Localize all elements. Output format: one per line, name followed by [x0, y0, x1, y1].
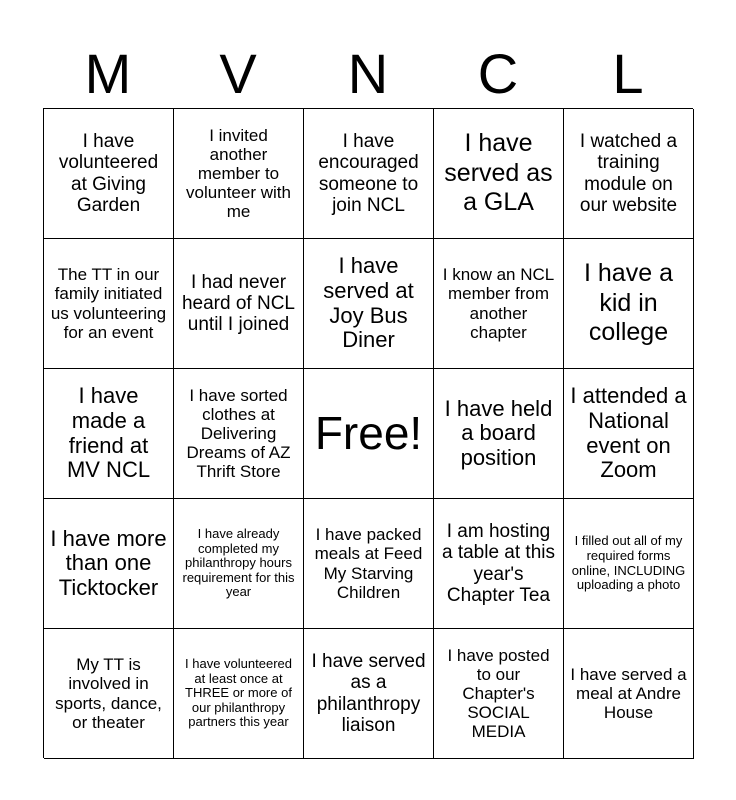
- cell-text: The TT in our family initiated us volunteering for an event: [50, 265, 167, 342]
- bingo-cell: [564, 109, 694, 239]
- cell-text: I attended a National event on Zoom: [570, 383, 687, 483]
- bingo-cell: [174, 499, 304, 629]
- bingo-cell: [44, 629, 174, 759]
- bingo-cell: [44, 239, 174, 369]
- cell-text: I have a kid in college: [584, 259, 673, 347]
- cell-text: I had never heard of NCL until I joined: [181, 271, 295, 336]
- cell-text: I invited another member to volunteer with me: [186, 125, 291, 222]
- cell-text: I have packed meals at Feed My Starving Children: [314, 525, 423, 602]
- cell-text: I know an NCL member from another chapter: [442, 265, 555, 342]
- bingo-cell: [564, 499, 694, 629]
- header-letter-m: M: [84, 42, 132, 105]
- header-letter-c: C: [477, 42, 519, 105]
- cell-text: I have served as a GLA: [444, 129, 553, 217]
- cell-text: I have already completed my philanthropy hours requirement for this year: [182, 526, 295, 600]
- bingo-cell: [44, 499, 174, 629]
- header-letter-l: L: [612, 42, 644, 105]
- bingo-cell: [434, 499, 564, 629]
- cell-text: I have more than one Ticktocker: [50, 525, 167, 600]
- bingo-cell: [304, 499, 434, 629]
- bingo-cell: [434, 369, 564, 499]
- cell-text: I have served at Joy Bus Diner: [323, 253, 414, 353]
- cell-text: I have volunteered at Giving Garden: [58, 130, 159, 216]
- cell-text: I have volunteered at least once at THREE or more of our philanthropy partners this year: [185, 656, 292, 730]
- bingo-cell: [44, 369, 174, 499]
- bingo-cell: [434, 109, 564, 239]
- bingo-cell: [304, 239, 434, 369]
- header-letter-v: V: [219, 42, 257, 105]
- cell-text: I have held a board position: [444, 395, 553, 470]
- bingo-cell: [434, 239, 564, 369]
- cell-text: I have encouraged someone to join NCL: [318, 130, 419, 216]
- bingo-cell: [174, 369, 304, 499]
- cell-text: I have posted to our Chapter's SOCIAL MEDIA: [447, 645, 550, 742]
- cell-text: I have served as a philanthropy liaison: [311, 650, 426, 736]
- bingo-cell: [174, 109, 304, 239]
- bingo-cell: [434, 629, 564, 759]
- cell-text: I have served a meal at Andre House: [570, 664, 687, 723]
- bingo-cell: [174, 239, 304, 369]
- cell-text: My TT is involved in sports, dance, or theater: [55, 655, 162, 732]
- cell-text: I filled out all of my required forms online, INCLUDING uploading a photo: [571, 533, 686, 593]
- free-space-cell: [304, 369, 434, 499]
- bingo-cell: [304, 109, 434, 239]
- bingo-cell: [564, 629, 694, 759]
- cell-text: I am hosting a table at this year's Chapter Tea: [441, 520, 556, 606]
- free-space-text: Free!: [314, 406, 423, 459]
- header-letter-n: N: [347, 42, 389, 105]
- bingo-cell: [304, 629, 434, 759]
- bingo-cell: [564, 369, 694, 499]
- cell-text: I watched a training module on our website: [579, 130, 678, 216]
- cell-text: I have made a friend at MV NCL: [66, 383, 151, 483]
- bingo-cell: [564, 239, 694, 369]
- cell-text: I have sorted clothes at Delivering Dreams of AZ Thrift Store: [186, 385, 291, 482]
- bingo-header: [43, 40, 693, 108]
- bingo-cell: [44, 109, 174, 239]
- bingo-grid: [43, 108, 693, 758]
- bingo-cell: [174, 629, 304, 759]
